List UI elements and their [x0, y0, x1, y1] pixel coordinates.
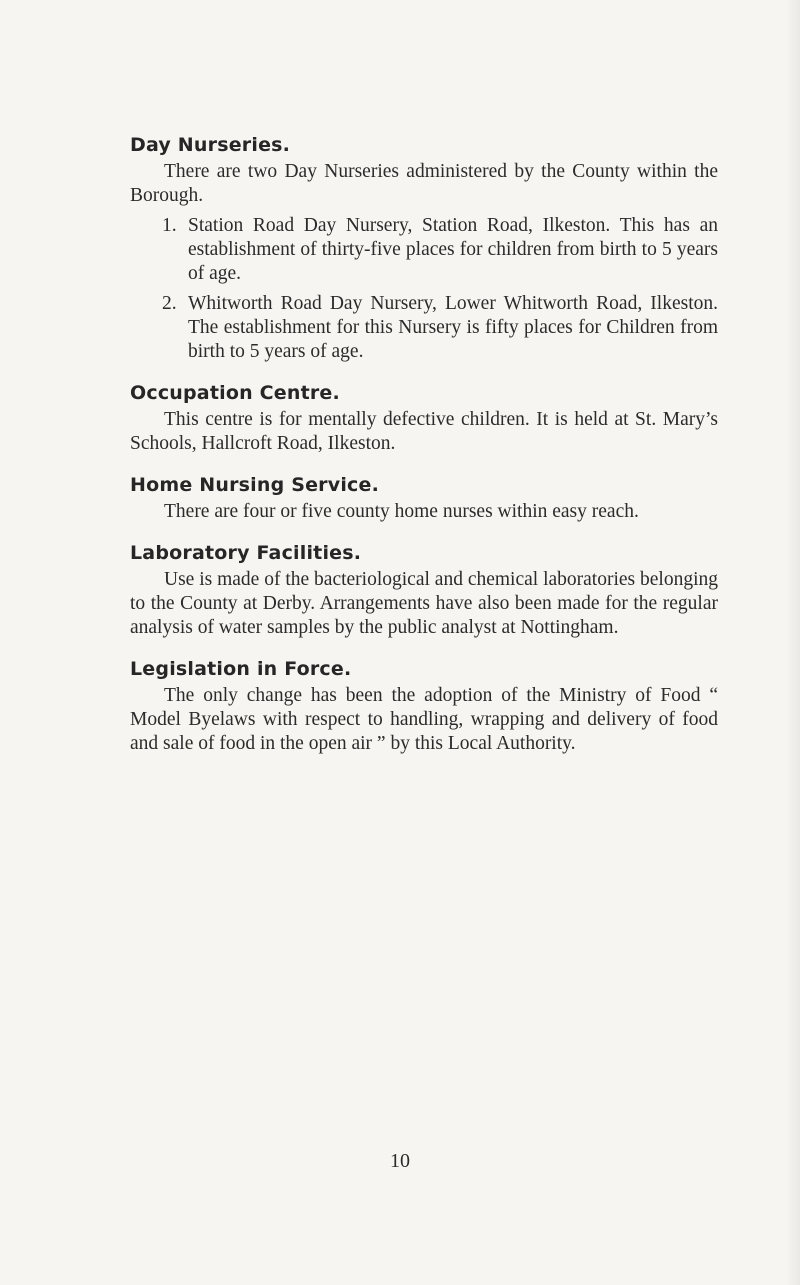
section-paragraph: The only change has been the adoption of the Ministry of Food “ Model Byelaws with respect to handling, wrapping and delivery of food and sale of food in the open air ” by this Local Authority.: [130, 685, 718, 754]
section-day-nurseries: [130, 132, 718, 364]
nursery-list: [130, 214, 718, 364]
section-laboratory-facilities: [130, 540, 718, 640]
section-paragraph: There are two Day Nurseries administered by the County within the Borough.: [130, 161, 718, 206]
section-paragraph: Use is made of the bacteriological and chemical laboratories belonging to the County at Derby. Arrangements have also been made for the regular analysis of water samples by the public analyst at Nottingham.: [130, 569, 718, 638]
section-heading: Day Nurseries.: [130, 134, 291, 156]
section-heading: Home Nursing Service.: [130, 474, 380, 496]
list-item: [130, 214, 718, 286]
section-legislation: [130, 656, 718, 756]
list-item-text: Station Road Day Nursery, Station Road, Ilkeston. This has an establishment of thirty-five places for children from birth to 5 years of age.: [188, 215, 718, 284]
list-item-number: 2.: [162, 293, 177, 314]
list-item-number: 1.: [162, 215, 177, 236]
page-number: 10: [390, 1150, 410, 1172]
page-content: [130, 132, 718, 772]
list-item: [130, 292, 718, 364]
section-heading: Legislation in Force.: [130, 658, 352, 680]
section-home-nursing: [130, 472, 718, 524]
section-paragraph: This centre is for mentally defective children. It is held at St. Mary’s Schools, Hallcroft Road, Ilkeston.: [130, 409, 718, 454]
section-heading: Laboratory Facilities.: [130, 542, 362, 564]
section-paragraph: There are four or five county home nurses within easy reach.: [164, 501, 639, 522]
page-edge-shadow: [786, 0, 800, 1285]
section-occupation-centre: [130, 380, 718, 456]
section-heading: Occupation Centre.: [130, 382, 340, 404]
list-item-text: Whitworth Road Day Nursery, Lower Whitworth Road, Ilkeston. The establishment for this Nursery is fifty places for Children from birth to 5 years of age.: [188, 293, 718, 362]
